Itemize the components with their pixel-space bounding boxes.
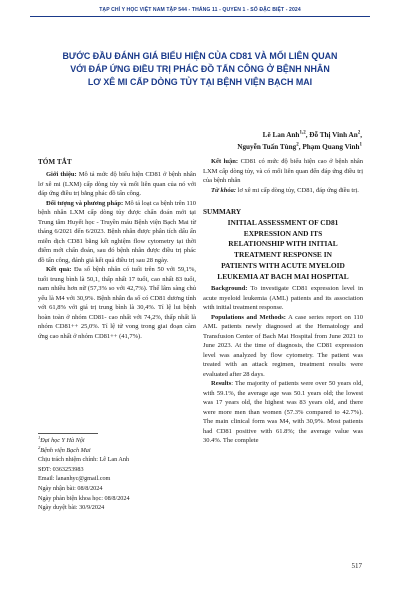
author-list bbox=[237, 129, 362, 153]
abstract-heading: TÓM TẮT bbox=[38, 158, 72, 166]
methods-label: Đối tượng và phương pháp: bbox=[46, 199, 124, 207]
summary-methods-label: Populations and Methods: bbox=[211, 313, 286, 321]
summary-title bbox=[203, 218, 363, 282]
summary-background bbox=[203, 284, 363, 313]
affiliation-2-text: Bệnh viện Bạch Mai bbox=[40, 446, 91, 454]
author-2: Đỗ Thị Vinh An bbox=[309, 131, 358, 139]
author-1: Lê Lan Anh bbox=[262, 131, 300, 139]
affiliation-2 bbox=[38, 446, 198, 456]
summary-results bbox=[203, 379, 363, 446]
author-sep: , bbox=[298, 143, 303, 151]
date-received: Ngày nhận bài: 08/8/2024 bbox=[38, 484, 103, 492]
abstract-keywords bbox=[203, 186, 363, 196]
email: Email: lananhyc@gmail.com bbox=[38, 475, 111, 483]
summary-heading: SUMMARY bbox=[203, 208, 242, 216]
abstract-objective bbox=[38, 170, 196, 199]
left-column bbox=[38, 157, 196, 341]
keywords-text: lơ xê mi cấp dòng tủy, CD81, đáp ứng điều trị. bbox=[236, 186, 359, 194]
date-accepted: Ngày duyệt bài: 30/9/2024 bbox=[38, 504, 105, 512]
author-line-1 bbox=[237, 129, 362, 141]
author-4-sup: 1 bbox=[359, 142, 362, 148]
keywords-label: Từ khóa: bbox=[211, 186, 237, 194]
author-sep: , bbox=[305, 131, 310, 139]
conclusion-label: Kết luận: bbox=[211, 158, 239, 165]
article-title bbox=[50, 50, 350, 89]
affiliation-2-sup: 2 bbox=[38, 444, 41, 450]
summary-methods bbox=[203, 313, 363, 380]
author-3: Nguyễn Tuấn Tùng bbox=[237, 143, 297, 151]
summary-title-line-3: RELATIONSHIP WITH INITIAL bbox=[228, 239, 338, 249]
author-line-2 bbox=[237, 141, 362, 153]
author-1-sup: 1,2 bbox=[299, 130, 306, 136]
summary-results-text: : The majority of patients were over 50 years old, with 59.1%, the average age was 50.1 years old; the lowest was 17 years old, the highest was 83 years old, and there were more men than women (57.3% compared to 42.7%). The main clinical form was M4, with 30,9%. Most patients had CD81 positive with 61.8%; the average value was 30.4%. The complete bbox=[203, 380, 363, 445]
summary-title-line-2: EXPRESSION AND ITS bbox=[243, 228, 323, 238]
summary-title-line-6: LEUKEMIA AT BACH MAI HOSPITAL bbox=[217, 271, 349, 281]
conclusion-text: CD81 có mức độ biểu hiện cao ở bệnh nhân LXM cấp dòng tủy, và có mối liên quan đến đáp ứng điều trị của bệnh nhân bbox=[203, 158, 363, 184]
abstract-methods bbox=[38, 199, 196, 266]
page-number: 517 bbox=[351, 562, 362, 570]
summary-title-line-5: PATIENTS WITH ACUTE MYELOID bbox=[221, 260, 345, 270]
objective-label: Giới thiệu: bbox=[46, 171, 77, 178]
date-reviewed: Ngày phản biện khoa học: 08/8/2024 bbox=[38, 494, 130, 502]
title-line-1: BƯỚC ĐẦU ĐÁNH GIÁ BIỂU HIỆN CỦA CD81 VÀ MỐI LIÊN QUAN bbox=[62, 51, 338, 61]
results-text: Đa số bệnh nhân có tuổi trên 50 với 59,1%, tuổi trung bình là 50,1, thấp nhất 17 tuổi, cao nhất 83 tuổi, nam nhiều hơn nữ (57,3% so với 42,7%). Thể lâm sàng chủ yếu là M4 với 30,9%. Bệnh nhân đa số có CD81 dương tính với 61,8% với giá trị trung bình là 30,4%. Tỉ lệ lui bệnh hoàn toàn ở nhóm CD81- cao nhất với 74,2%, thấp nhất là nhóm CD81++ 25,0%. Tỉ lệ tử vong trong giai đoạn càm ứng cao nhất ở nhóm CD81++ (41,7%). bbox=[38, 266, 196, 340]
footnote-rule bbox=[38, 433, 98, 434]
responsible-author: Chịu trách nhiệm chính: Lê Lan Anh bbox=[38, 456, 130, 464]
affiliation-1-text: Đại học Y Hà Nội bbox=[40, 437, 85, 444]
author-sep: , bbox=[360, 131, 362, 139]
phone: SĐT: 0363253983 bbox=[38, 465, 84, 473]
author-2-sup: 2 bbox=[357, 130, 361, 136]
background-label: Background: bbox=[211, 285, 248, 293]
title-line-2: VỚI ĐÁP ỨNG ĐIỀU TRỊ PHÁC ĐỒ TẤN CÔNG Ở BỆNH NHÂN bbox=[70, 64, 330, 74]
summary-title-line-4: TREATMENT RESPONSE IN bbox=[234, 250, 332, 260]
author-4: Phạm Quang Vinh bbox=[302, 143, 360, 151]
summary-results-label: Results bbox=[211, 380, 232, 388]
methods-text: Mô tả loạt ca bệnh trên 110 bệnh nhân LXM cấp dòng tủy được chẩn đoán mới tại Trung tâm Huyết học - Truyền máu Bệnh viện Bạch Mai từ tháng 6/2021 đến 6/2023. Bệnh nhân được phân tích dấu ấn miễn dịch CD81 bằng kết nghiệm flow cytometry tại thời điểm mới chẩn đoán, sau đó bệnh nhân được điều trị phác đồ tấn công, đánh giá kết quả điều trị sau 28 ngày. bbox=[38, 199, 197, 264]
objective-text: Mô tả mức độ biểu hiện CD81 ở bệnh nhân lơ xê mi (LXM) cấp dòng tủy và mối liên quan của nó với đáp ứng điều trị bằng phác đồ tấn công. bbox=[38, 171, 196, 197]
affiliation-1-sup: 1 bbox=[38, 434, 41, 440]
results-label: Kết quả: bbox=[46, 266, 72, 273]
right-column bbox=[203, 157, 363, 446]
background-text: To investigate CD81 expression level in acute myeloid leukemia (AML) patients and its association with initial treatment response. bbox=[203, 285, 363, 312]
abstract-results bbox=[38, 265, 196, 341]
abstract-conclusion bbox=[203, 157, 363, 186]
header-rule bbox=[30, 16, 370, 17]
affiliation-1 bbox=[38, 436, 198, 446]
journal-header: TẠP CHÍ Y HỌC VIỆT NAM TẬP 544 - THÁNG 11 - QUYỂN 1 - SỐ ĐẶC BIỆT - 2024 bbox=[99, 7, 301, 13]
summary-title-line-1: INITIAL ASSESSMENT OF CD81 bbox=[227, 218, 339, 227]
summary-methods-text: A case series report on 110 AML patients newly diagnosed at the Hematology and Transfusion Center of Bach Mai Hospital from June 2021 to June 2023. At the time of diagnosis, the CD81 expression level was analyzed by flow cytometry. The patient was treated with an attack regimen, treatment results were evaluated after 28 days. bbox=[203, 313, 363, 378]
footnotes bbox=[38, 436, 198, 513]
author-3-sup: 2 bbox=[296, 142, 299, 148]
title-line-3: LƠ XÊ MI CẤP DÒNG TỦY TẠI BỆNH VIỆN BẠCH MAI bbox=[87, 77, 313, 87]
